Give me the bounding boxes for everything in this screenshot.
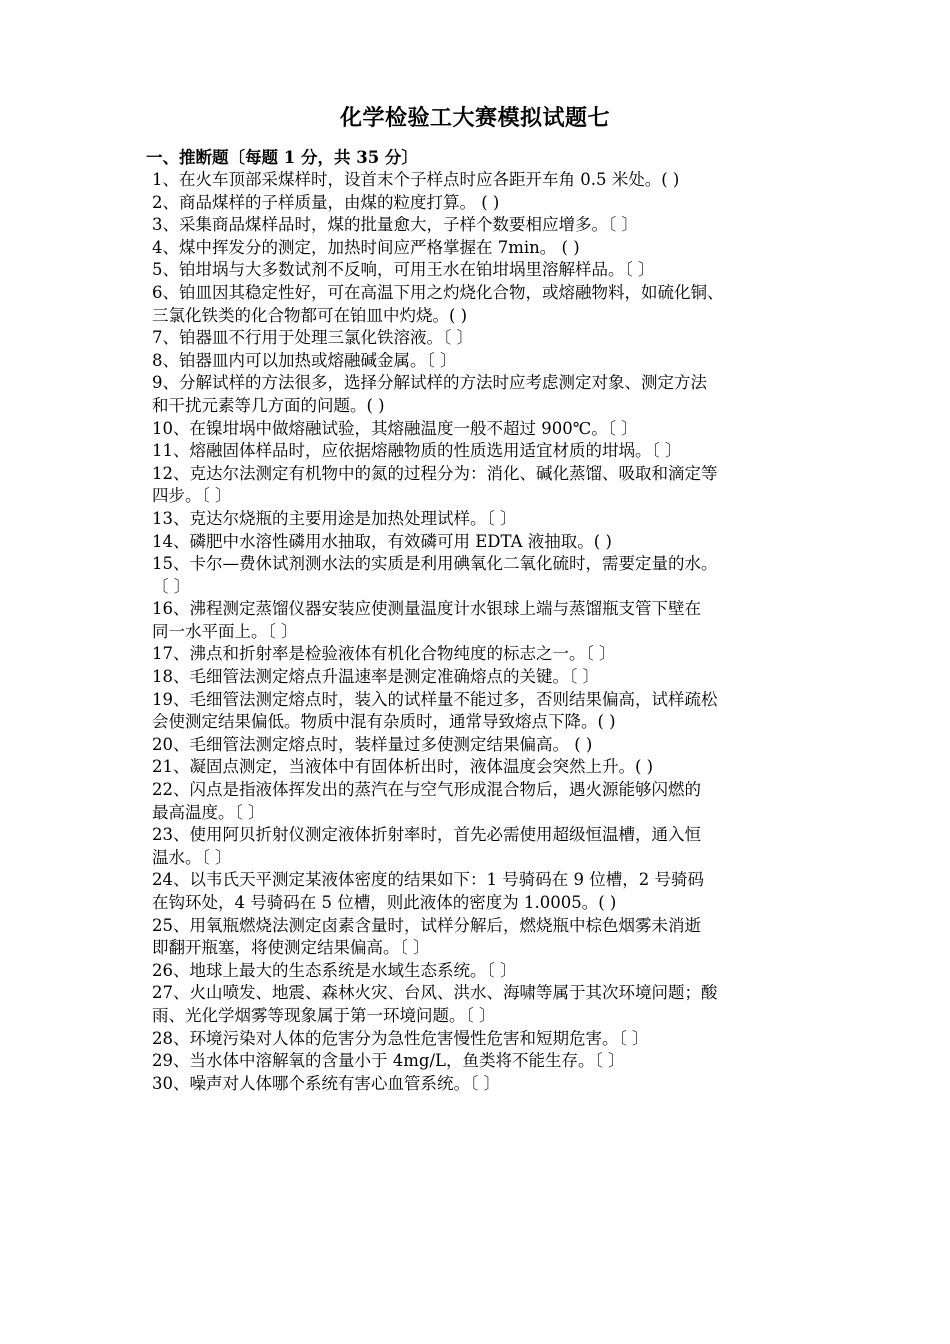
question-item [152, 553, 817, 598]
question-line: 三氯化铁类的化合物都可在铂皿中灼烧。( ) [152, 305, 468, 325]
question-item [152, 1050, 817, 1073]
question-item [152, 418, 817, 441]
question-line: 5、铂坩埚与大多数试剂不反响，可用王水在铂坩埚里溶解样品。〔 〕 [152, 260, 655, 280]
question-line: 13、克达尔烧瓶的主要用途是加热处理试样。〔 〕 [152, 508, 517, 528]
question-item [152, 192, 817, 215]
section-heading: 一、推断题〔每题 1 分，共 35 分〕 [146, 148, 418, 167]
question-line: 15、卡尔—费休试剂测水法的实质是利用碘氧化二氧化硫时，需要定量的水。 [152, 554, 718, 574]
question-line: 11、熔融固体样品时，应依据熔融物质的性质选用适宜材质的坩埚。〔 〕 [152, 441, 682, 461]
question-item [152, 169, 817, 192]
question-item [152, 779, 817, 824]
question-line: 温水。〔 〕 [152, 847, 232, 867]
question-item [152, 982, 817, 1027]
question-line: 7、铂器皿不行用于处理三氯化铁溶液。〔 〕 [152, 328, 473, 348]
question-line: 30、噪声对人体哪个系统有害心血管系统。〔 〕 [152, 1073, 500, 1093]
question-item [152, 440, 817, 463]
question-line: 28、环境污染对人体的危害分为急性危害慢性危害和短期危害。〔 〕 [152, 1028, 649, 1048]
question-line: 21、凝固点测定，当液体中有固体析出时，液体温度会突然上升。( ) [152, 757, 654, 777]
question-item [152, 259, 817, 282]
question-item [152, 508, 817, 531]
question-line: 2、商品煤样的子样质量，由煤的粒度打算。 ( ) [152, 192, 500, 212]
question-line: 雨、光化学烟雾等现象属于第一环境问题。〔 〕 [152, 1005, 496, 1025]
page-title: 化学检验工大赛模拟试题七 [339, 105, 610, 131]
question-line: 17、沸点和折射率是检验液体有机化合物纯度的标志之一。〔 〕 [152, 644, 616, 664]
question-item [152, 350, 817, 373]
question-line: 在钩环处，4 号骑码在 5 位槽，则此液体的密度为 1.0005。( ) [152, 893, 617, 912]
question-line: 同一水平面上。〔 〕 [152, 621, 298, 641]
question-line: 3、采集商品煤样品时，煤的批量愈大，子样个数要相应增多。〔 〕 [152, 215, 638, 235]
question-item [152, 1073, 817, 1096]
question-line: 27、火山喷发、地震、森林火灾、台风、洪水、海啸等属于其次环境问题；酸 [152, 983, 718, 1003]
question-line: 20、毛细管法测定熔点时，装样量过多使测定结果偏高。 ( ) [152, 734, 593, 754]
question-item [152, 869, 817, 914]
question-line: 29、当水体中溶解氧的含量小于 4mg/L，鱼类将不能生存。〔 〕 [152, 1051, 625, 1071]
question-item [152, 598, 817, 643]
question-line: 9、分解试样的方法很多，选择分解试样的方法时应考虑测定对象、测定方法 [152, 373, 707, 393]
question-item [152, 214, 817, 237]
question-item [152, 531, 817, 554]
question-line: 6、铂皿因其稳定性好，可在高温下用之灼烧化合物，或熔融物料，如硫化铜、 [152, 282, 724, 302]
question-line: 最高温度。〔 〕 [152, 802, 265, 822]
question-line: 26、地球上最大的生态系统是水域生态系统。〔 〕 [152, 960, 517, 980]
question-item [152, 1028, 817, 1051]
question-line: 10、在镍坩埚中做熔融试验，其熔融温度一般不超过 900℃。〔 〕 [152, 418, 638, 438]
question-line: 〔 〕 [152, 576, 191, 596]
question-line: 14、磷肥中水溶性磷用水抽取，有效磷可用 EDTA 液抽取。( ) [152, 531, 612, 551]
question-item [152, 960, 817, 983]
question-list [152, 169, 817, 1095]
question-item [152, 643, 817, 666]
question-item [152, 689, 817, 734]
question-item [152, 237, 817, 260]
question-line: 8、铂器皿内可以加热或熔融碱金属。〔 〕 [152, 350, 457, 370]
question-line: 22、闪点是指液体挥发出的蒸汽在与空气形成混合物后，遇火源能够闪燃的 [152, 780, 701, 800]
question-line: 16、沸程测定蒸馏仪器安装应使测量温度计水银球上端与蒸馏瓶支管下壁在 [152, 599, 701, 619]
question-line: 即翻开瓶塞，将使测定结果偏高。〔 〕 [152, 938, 430, 958]
question-item [152, 666, 817, 689]
question-line: 四步。〔 〕 [152, 486, 232, 506]
question-line: 12、克达尔法测定有机物中的氮的过程分为：消化、碱化蒸馏、吸取和滴定等 [152, 463, 718, 483]
question-item [152, 327, 817, 350]
question-line: 19、毛细管法测定熔点时，装入的试样量不能过多，否则结果偏高，试样疏松 [152, 689, 718, 709]
question-item [152, 756, 817, 779]
question-item [152, 824, 817, 869]
question-line: 24、以韦氏天平测定某液体密度的结果如下：1 号骑码在 9 位槽，2 号骑码 [152, 870, 704, 890]
question-line: 会使测定结果偏低。物质中混有杂质时，通常导致熔点下降。( ) [152, 712, 616, 732]
question-item [152, 372, 817, 417]
question-line: 4、煤中挥发分的测定，加热时间应严格掌握在 7min。 ( ) [152, 237, 580, 257]
question-line: 18、毛细管法测定熔点升温速率是测定准确熔点的关键。〔 〕 [152, 667, 599, 687]
question-line: 23、使用阿贝折射仪测定液体折射率时，首先必需使用超级恒温槽，通入恒 [152, 825, 701, 845]
question-item [152, 282, 817, 327]
question-item [152, 734, 817, 757]
question-item [152, 463, 817, 508]
question-item [152, 915, 817, 960]
question-line: 25、用氧瓶燃烧法测定卤素含量时，试样分解后，燃烧瓶中棕色烟雾未消逝 [152, 915, 701, 935]
question-line: 和干扰元素等几方面的问题。( ) [152, 395, 385, 415]
question-line: 1、在火车顶部采煤样时，设首末个子样点时应各距开车角 0.5 米处。( ) [152, 170, 680, 189]
